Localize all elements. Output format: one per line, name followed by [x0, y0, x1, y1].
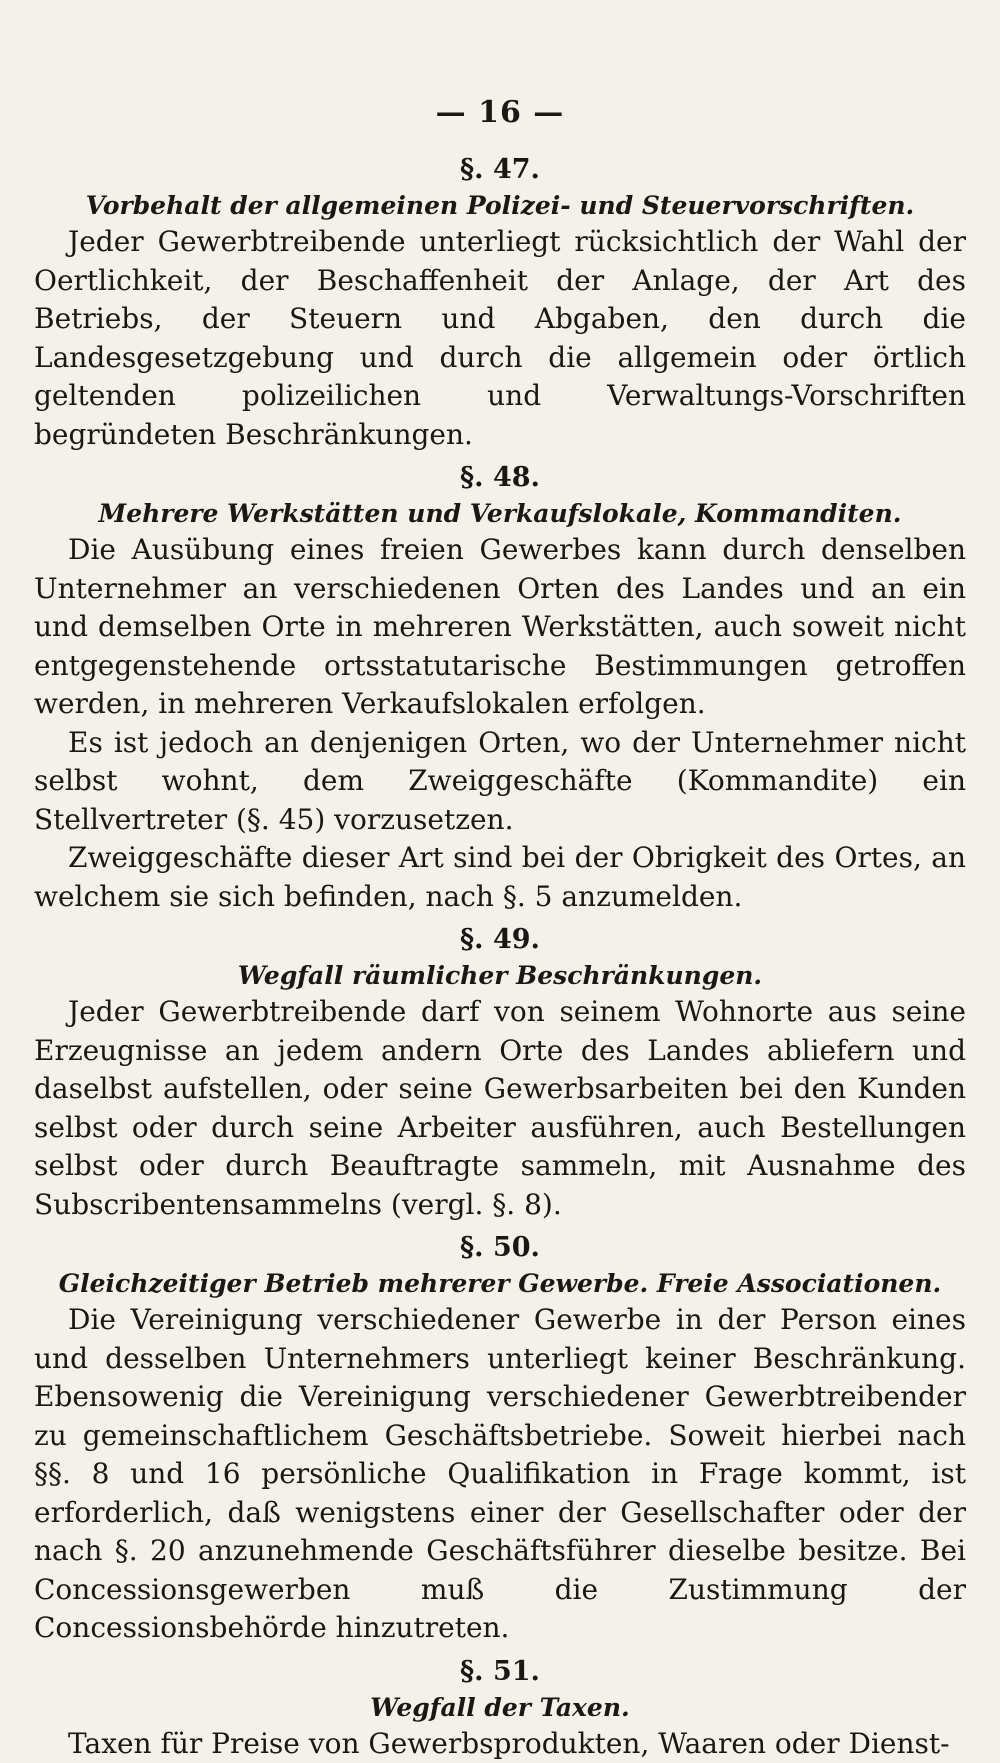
section-51: [34, 1654, 966, 1763]
section-number: §. 50.: [34, 1230, 966, 1266]
section-number: §. 47.: [34, 152, 966, 188]
section-title: Wegfall räumlicher Beschränkungen.: [34, 958, 966, 993]
section-title: Gleichzeitiger Betrieb mehrerer Gewerbe. Freie Associationen.: [34, 1266, 966, 1301]
section-title: Mehrere Werkstätten und Verkaufslokale, Kommanditen.: [34, 496, 966, 531]
paragraph: Die Vereinigung verschiedener Gewerbe in der Person eines und desselben Unternehmers unterliegt keiner Beschränkung. Ebensowenig die Vereinigung verschiedener Gewerbtreibender zu gemeinschaftlichem Geschäftsbetriebe. Soweit hierbei nach §§. 8 und 16 persönliche Qualifikation in Frage kommt, ist erforderlich, daß wenigstens einer der Gesellschafter oder der nach §. 20 anzunehmende Geschäftsführer dieselbe besitze. Bei Concessionsgewerben muß die Zustimmung der Concessionsbehörde hinzutreten.: [34, 1301, 966, 1648]
paragraph: Zweiggeschäfte dieser Art sind bei der Obrigkeit des Ortes, an welchem sie sich befinden, nach §. 5 anzumelden.: [34, 839, 966, 916]
section-title: Vorbehalt der allgemeinen Polizei- und Steuervorschriften.: [34, 188, 966, 223]
page-number: — 16 —: [34, 95, 966, 130]
paragraph: Es ist jedoch an denjenigen Orten, wo der Unternehmer nicht selbst wohnt, dem Zweiggeschäfte (Kommandite) ein Stellvertreter (§. 45) vorzusetzen.: [34, 724, 966, 840]
paragraph: Die Ausübung eines freien Gewerbes kann durch denselben Unternehmer an verschiedenen Orten des Landes und an ein und demselben Orte in mehreren Werkstätten, auch soweit nicht entgegenstehende ortsstatutarische Bestimmungen getroffen werden, in mehreren Verkaufslokalen erfolgen.: [34, 531, 966, 724]
section-48: [34, 460, 966, 916]
section-number: §. 49.: [34, 922, 966, 958]
section-number: §. 51.: [34, 1654, 966, 1690]
paragraph: Jeder Gewerbtreibende unterliegt rücksichtlich der Wahl der Oertlichkeit, der Beschaffenheit der Anlage, der Art des Betriebs, der Steuern und Abgaben, den durch die Landesgesetzgebung und durch die allgemein oder örtlich geltenden polizeilichen und Verwaltungs-Vorschriften begründeten Beschränkungen.: [34, 223, 966, 454]
section-49: [34, 922, 966, 1224]
paragraph: Taxen für Preise von Gewerbsprodukten, Waaren oder Dienst-: [34, 1725, 966, 1763]
section-number: §. 48.: [34, 460, 966, 496]
paragraph: Jeder Gewerbtreibende darf von seinem Wohnorte aus seine Erzeugnisse an jedem andern Orte des Landes abliefern und daselbst aufstellen, oder seine Gewerbsarbeiten bei den Kunden selbst oder durch seine Arbeiter ausführen, auch Bestellungen selbst oder durch Beauftragte sammeln, mit Ausnahme des Subscribentensammelns (vergl. §. 8).: [34, 993, 966, 1224]
section-title: Wegfall der Taxen.: [34, 1690, 966, 1725]
section-50: [34, 1230, 966, 1648]
section-47: [34, 152, 966, 454]
